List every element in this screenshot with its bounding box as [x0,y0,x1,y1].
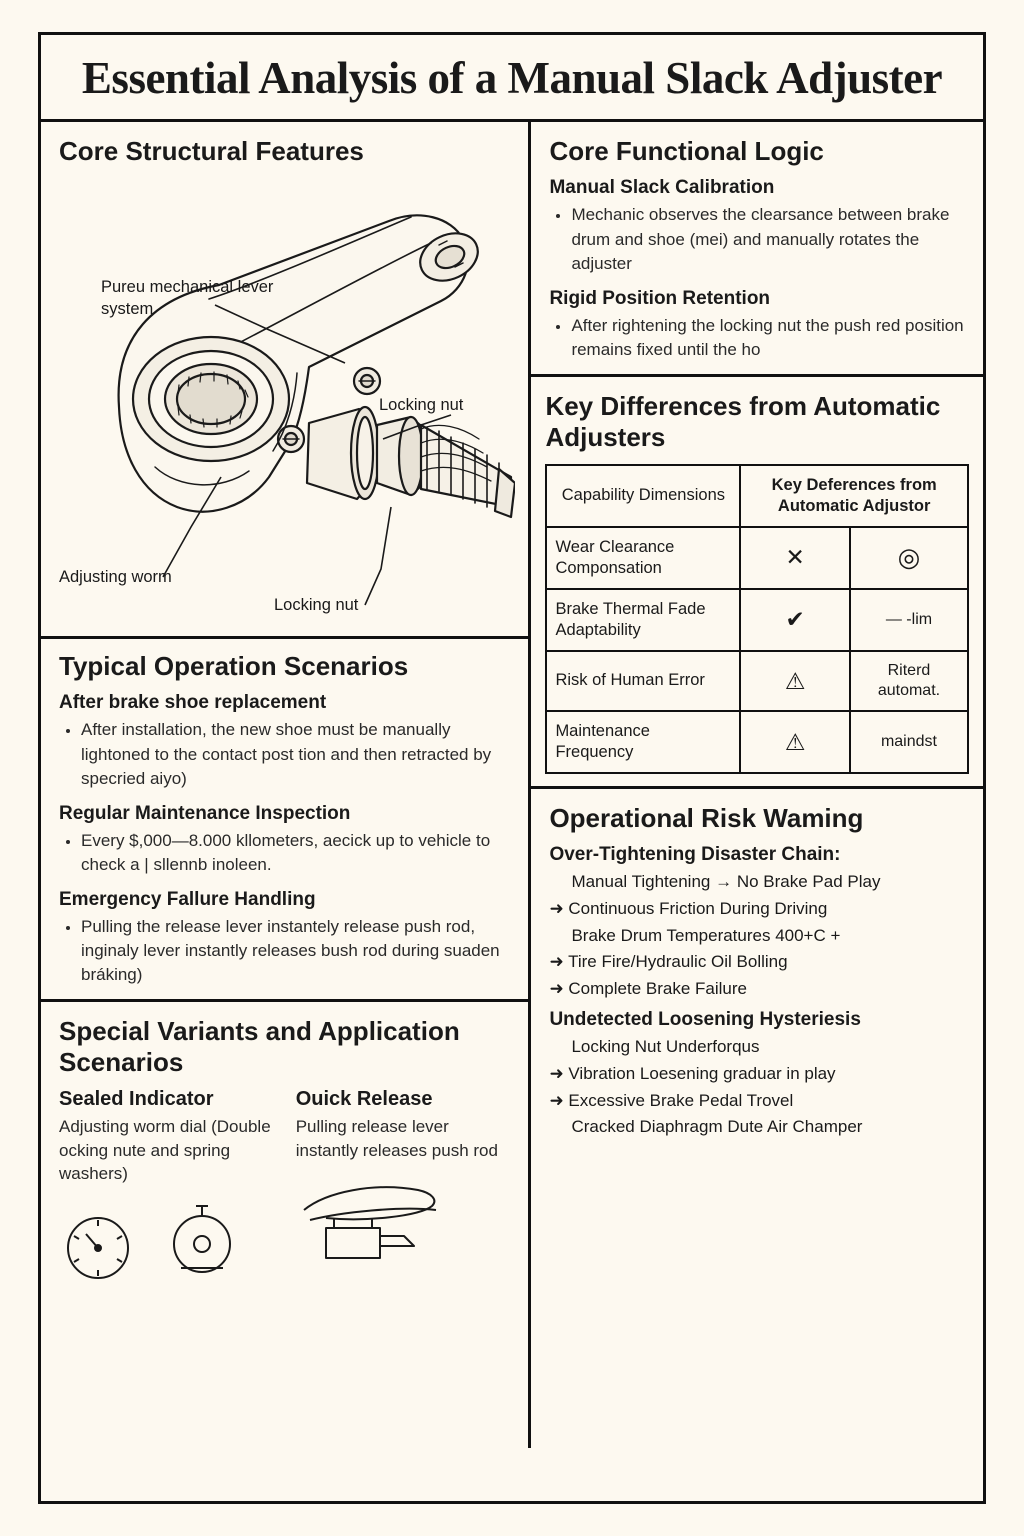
title-band [41,35,983,122]
scenario-list-emergency [59,915,510,987]
risk-line: ➜ Complete Brake Failure [549,978,747,998]
risk-line: Locking Nut Underforqus [571,1037,760,1057]
warning-icon: ⚠ [740,651,850,711]
label-locking-nut-top: Locking nut [379,396,464,415]
panel-key-differences [531,374,983,786]
list-item: • Pulling the release lever instantely release push rod, inginaly lever instantly releases bush rod during suaden bráking) [81,915,510,987]
section-heading-functional: Core Functional Logic [549,136,824,167]
dial-icon [163,1200,241,1286]
panel-functional-logic [531,122,983,374]
target-icon: ◎ [850,527,968,589]
label-lever-system: Pureu mechanical lever system [101,278,274,318]
section-heading-risk: Operational Risk Waming [549,803,864,834]
variant-columns [59,1088,510,1286]
variant-body-sealed: Adjusting worm dial (Double ocking nute and spring washers) [59,1116,271,1184]
row-label-thermal-fade: Brake Thermal Fade Adaptability [546,589,740,651]
table-header-capability: Capability Dimensions [546,465,740,526]
row-note-human-error: Riterd automat. [850,651,968,711]
risk-title-undetected-loosening: Undetected Loosening Hysteriesis [549,1009,861,1031]
table-header-row [546,465,968,526]
table-row [546,711,968,773]
functional-list-retention [549,314,965,362]
label-locking-nut-bottom: Locking nut [274,596,359,615]
risk-line: Brake Drum Temperatures 400+C + [571,925,841,945]
row-note-thermal-fade: — -lim [850,589,968,651]
variant-icons-quick-release [296,1176,511,1262]
scenario-title-brake-shoe: After brake shoe replacement [59,692,327,714]
row-label-wear-clearance: Wear Clearance Componsation [546,527,740,589]
risk-line: ➜ Continuous Friction During Driving [549,898,828,918]
row-label-human-error: Risk of Human Error [546,651,740,711]
panel-operation-scenarios [41,636,528,999]
cross-icon: ✕ [740,527,850,589]
table-header-differences: Key Deferences from Automatic Adjustor [740,465,968,526]
risk-line: ➜ Excessive Brake Pedal Trovel [549,1090,794,1110]
gauge-icon [59,1208,137,1286]
variant-body-quick-release: Pulling release lever instantly releases push rod [295,1116,498,1160]
poster-root [38,32,986,1504]
scenario-list-brake-shoe [59,718,510,790]
list-item: • After rightening the locking nut the push red position remains fixed until the ho [571,314,965,362]
variant-sealed-indicator [59,1088,274,1286]
list-item: • Mechanic observes the clearsance between brake drum and shoe (mei) and manually rotates the adjuster [571,203,965,275]
slack-adjuster-diagram [59,177,510,632]
functional-title-retention: Rigid Position Retention [549,287,771,309]
risk-line: Cracked Diaphragm Dute Air Champer [571,1117,863,1137]
scenario-title-maintenance: Regular Maintenance Inspection [59,802,351,824]
section-heading-variants: Special Variants and Application Scenarios [59,1016,460,1078]
label-adjusting-worm: Adjusting worm [59,568,172,587]
risk-line: Manual Tightening → No Brake Pad Play [571,872,881,892]
row-label-maintenance-frequency: Maintenance Frequency [546,711,740,773]
functional-list-calibration [549,203,965,275]
panel-risk-warning [531,786,983,1448]
variant-icons-sealed [59,1200,274,1286]
key-differences-table [545,464,969,774]
content-columns [41,122,983,1448]
section-heading-structural: Core Structural Features [59,136,364,167]
page-title: Essential Analysis of a Manual Slack Adjuster [81,53,943,103]
table-row [546,651,968,711]
list-item: • After installation, the new shoe must be manually lightoned to the contact post tion and then retracted by specried aiyo) [81,718,510,790]
panel-core-structural-features [41,122,528,636]
table-row [546,589,968,651]
variant-quick-release [296,1088,511,1286]
table-row [546,527,968,589]
release-lever-icon [296,1176,466,1262]
scenario-list-maintenance [59,829,510,877]
check-icon: ✔ [740,589,850,651]
variant-title-sealed: Sealed Indicator [59,1087,214,1110]
variant-title-quick-release: Ouick Release [295,1087,433,1110]
scenario-title-emergency: Emergency Fallure Handling [59,889,316,911]
warning-icon: ⚠ [740,711,850,773]
risk-line: ➜ Tire Fire/Hydraulic Oil Bolling [549,952,788,972]
left-column [41,122,531,1448]
functional-title-calibration: Manual Slack Calibration [549,177,775,199]
right-column [531,122,983,1448]
risk-line: ➜ Vibration Loesening graduar in play [549,1064,836,1084]
list-item: • Every $,000—8.000 kllometers, aecick up to vehicle to check a | sllennb inoleen. [81,829,510,877]
risk-title-over-tightening: Over-Tightening Disaster Chain: [549,844,841,866]
section-heading-scenarios: Typical Operation Scenarios [59,651,409,682]
row-note-maintenance-frequency: maindst [850,711,968,773]
panel-special-variants [41,999,528,1448]
section-heading-differences: Key Differences from Automatic Adjusters [545,391,941,452]
